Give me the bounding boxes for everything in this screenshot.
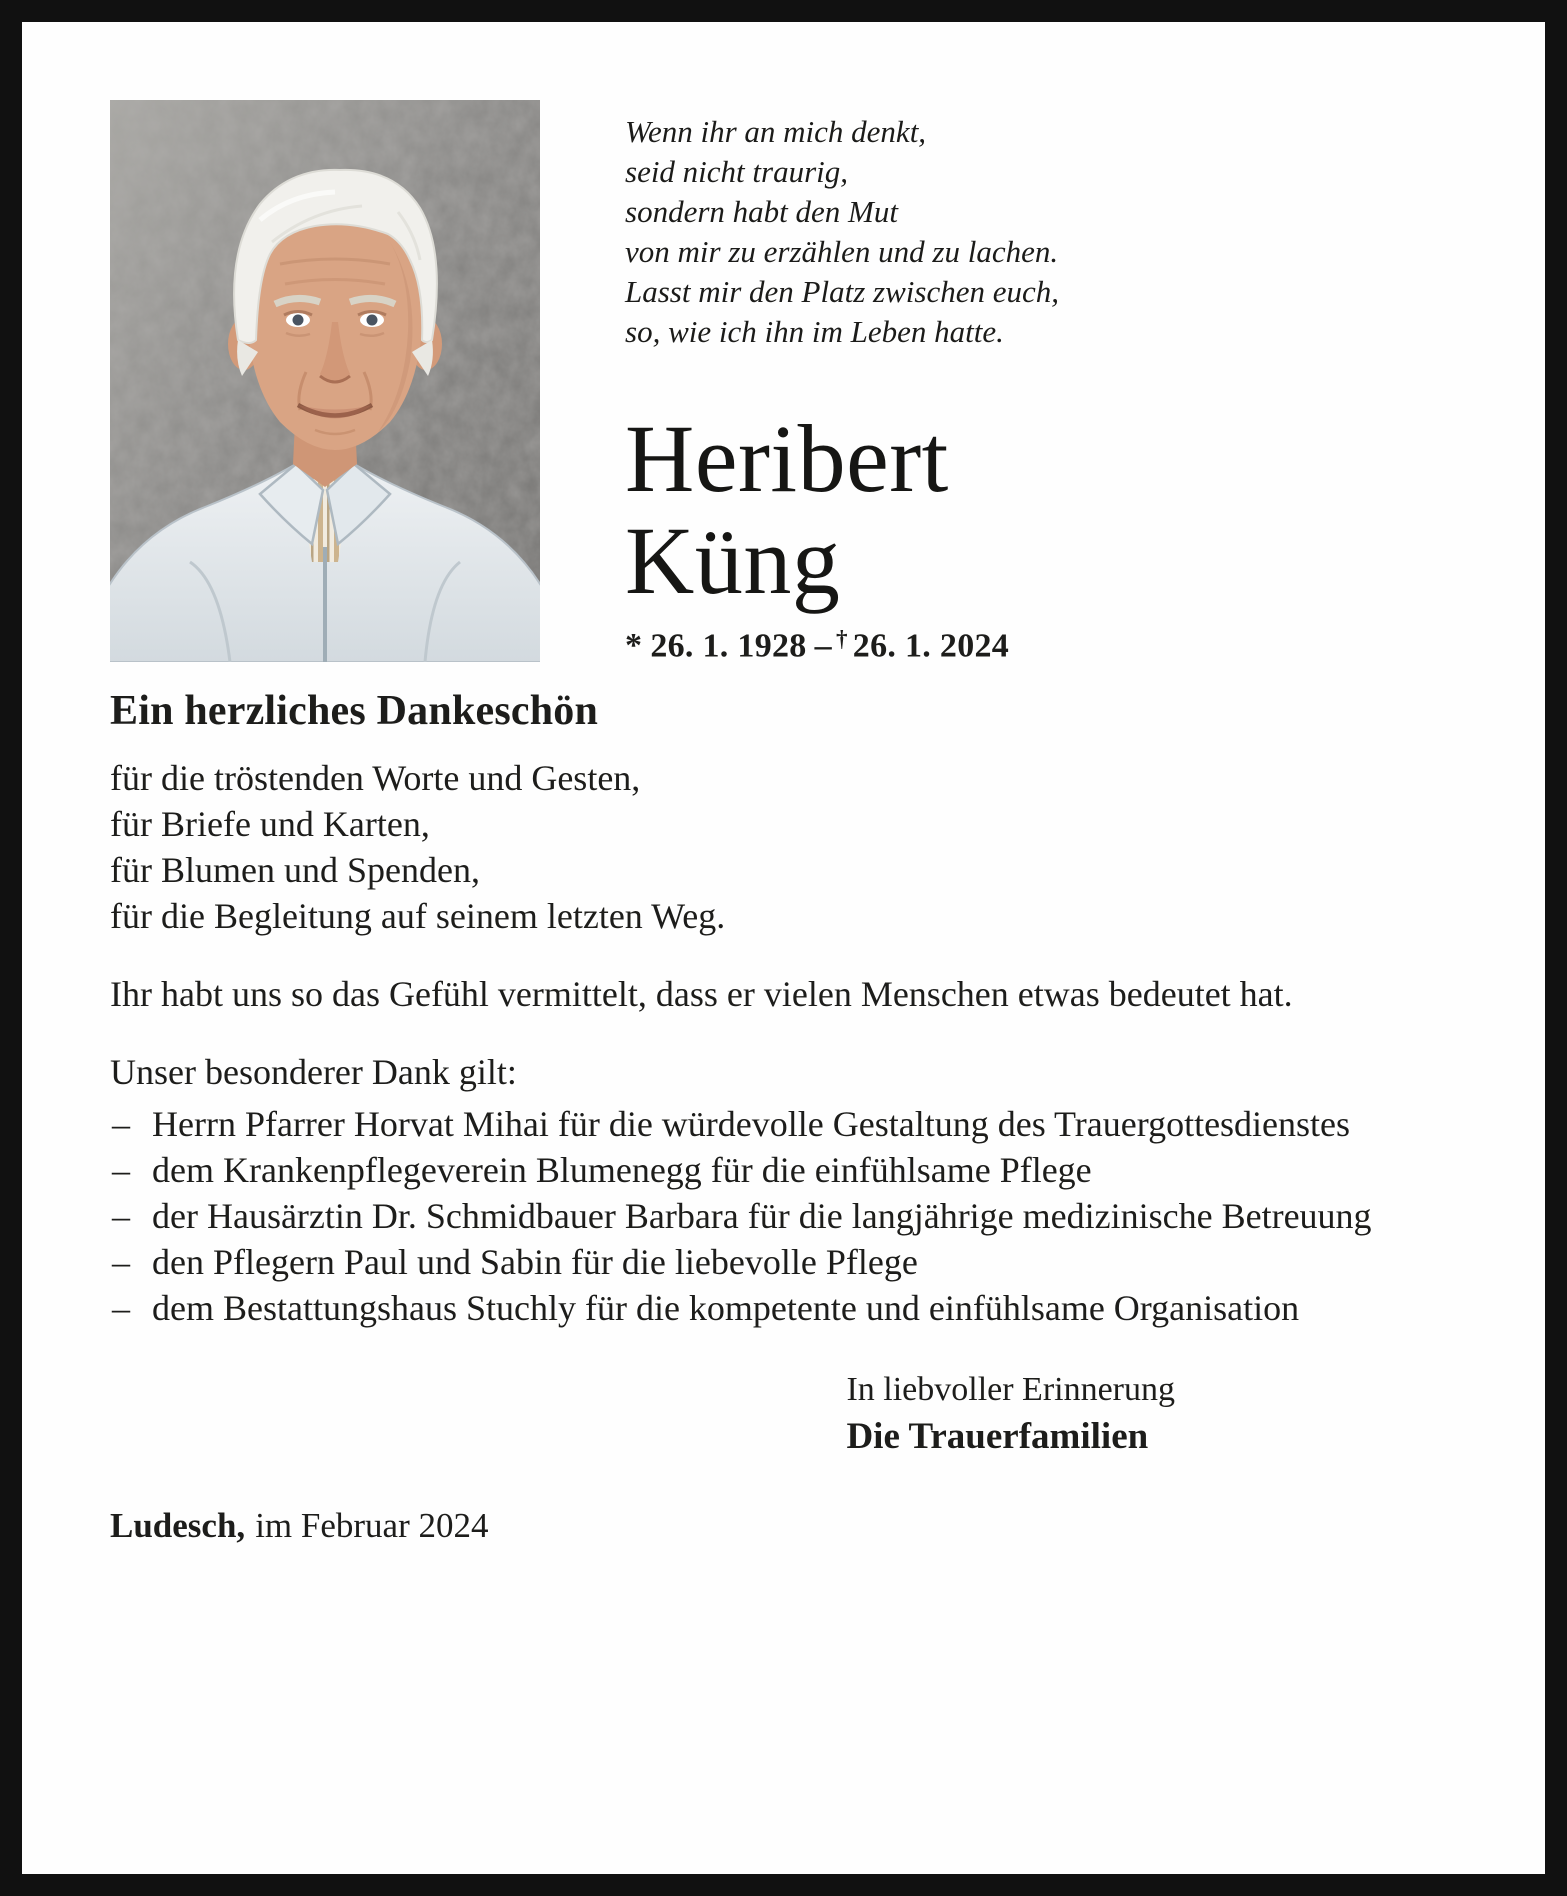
- death-dagger-symbol: †: [835, 626, 848, 652]
- thanks-intro-line: für Briefe und Karten,: [110, 804, 430, 845]
- obituary-content: [22, 22, 1545, 1549]
- closing-section: [110, 1367, 1460, 1461]
- closing-remembrance-line: In liebvoller Erinnerung: [846, 1371, 1175, 1409]
- life-dates: [625, 626, 1460, 665]
- header-section: [110, 100, 1460, 665]
- special-thanks-item: – den Pflegern Paul und Sabin für die liebevolle Pflege: [110, 1239, 1460, 1285]
- date-separator: –: [814, 627, 832, 665]
- death-date: 26. 1. 2024: [852, 627, 1010, 665]
- footer-date: im Februar 2024: [255, 1506, 489, 1546]
- place-date-line: [110, 1503, 1460, 1549]
- poem-line: Wenn ihr an mich denkt,: [625, 114, 927, 149]
- closing-family-line: Die Trauerfamilien: [846, 1416, 1149, 1458]
- birth-star-symbol: *: [625, 627, 643, 665]
- thanks-intro: [110, 755, 1460, 939]
- deceased-last-name: Küng: [625, 507, 841, 614]
- thanks-intro-line: für die tröstenden Worte und Gesten,: [110, 758, 641, 799]
- header-text-column: [625, 100, 1460, 665]
- special-thanks-item: – Herrn Pfarrer Horvat Mihai für die würdevolle Gestaltung des Trauergottesdienstes: [110, 1101, 1460, 1147]
- birth-date: 26. 1. 1928: [650, 627, 807, 665]
- special-thanks-item: – der Hausärztin Dr. Schmidbauer Barbara für die langjährige medizinische Betreuung: [110, 1193, 1460, 1239]
- thanks-message: Ihr habt uns so das Gefühl vermittelt, dass er vielen Menschen etwas bedeutet hat.: [110, 974, 1293, 1015]
- thanks-intro-line: für Blumen und Spenden,: [110, 850, 480, 891]
- poem-line: Lasst mir den Platz zwischen euch,: [625, 274, 1059, 309]
- poem-line: so, wie ich ihn im Leben hatte.: [625, 314, 1004, 349]
- closing-block: [846, 1367, 1175, 1461]
- portrait-illustration: [110, 100, 540, 662]
- portrait-photo: [110, 100, 540, 662]
- special-thanks-heading: Unser besonderer Dank gilt:: [110, 1052, 517, 1093]
- thanks-heading: Ein herzliches Dankeschön: [110, 688, 599, 735]
- memorial-poem: [625, 112, 1460, 352]
- special-thanks-list: [110, 1101, 1460, 1331]
- poem-line: sondern habt den Mut: [625, 194, 898, 229]
- poem-line: von mir zu erzählen und zu lachen.: [625, 234, 1059, 269]
- deceased-first-name: Heribert: [625, 405, 949, 512]
- deceased-name-block: [625, 405, 1460, 665]
- special-thanks-item: – dem Krankenpflegeverein Blumenegg für die einfühlsame Pflege: [110, 1147, 1460, 1193]
- thanks-intro-line: für die Begleitung auf seinem letzten Weg.: [110, 896, 726, 937]
- place-name: Ludesch,: [110, 1506, 246, 1546]
- poem-line: seid nicht traurig,: [625, 154, 849, 189]
- special-thanks-item: – dem Bestattungshaus Stuchly für die kompetente und einfühlsame Organisation: [110, 1285, 1460, 1331]
